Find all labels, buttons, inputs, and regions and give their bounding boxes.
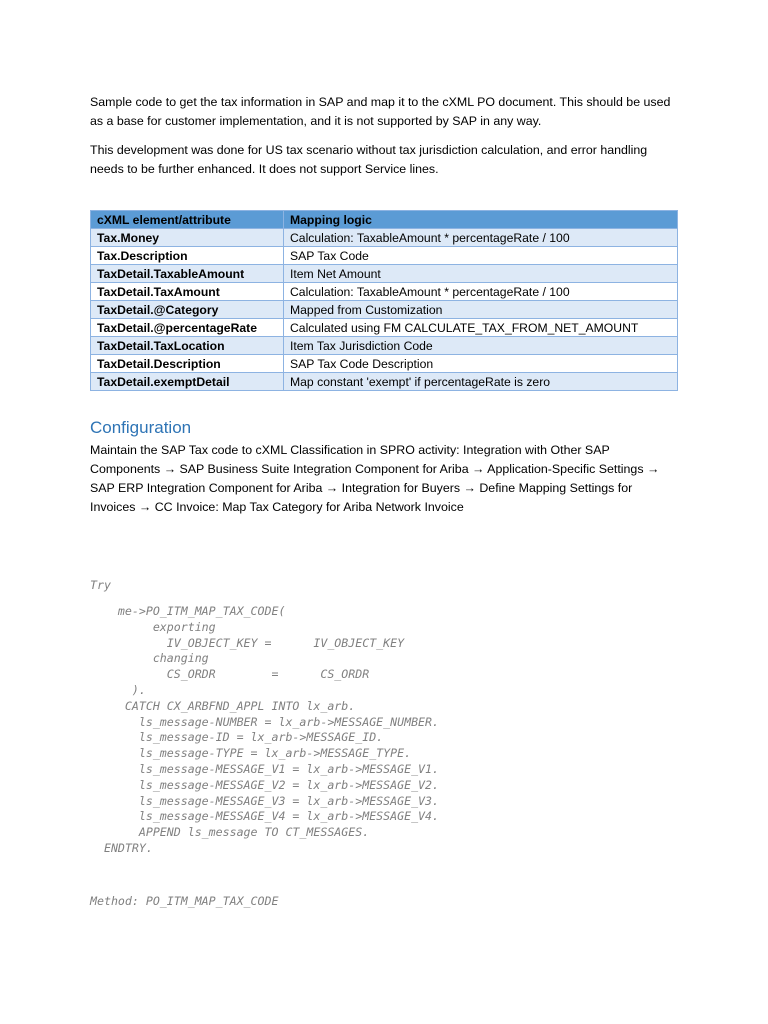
element-cell: TaxDetail.TaxAmount xyxy=(91,283,284,301)
table-row xyxy=(91,355,678,373)
logic-cell: Item Tax Jurisdiction Code xyxy=(284,337,678,355)
table-row xyxy=(91,283,678,301)
table-row xyxy=(91,337,678,355)
logic-cell: SAP Tax Code Description xyxy=(284,355,678,373)
mapping-table-header-row xyxy=(91,211,678,229)
column-header-logic: Mapping logic xyxy=(284,211,678,229)
intro-paragraph-2: This development was done for US tax scenario without tax jurisdiction calculation, and error handling needs to be further enhanced. It does not support Service lines. xyxy=(90,143,648,176)
logic-cell: Calculated using FM CALCULATE_TAX_FROM_NET_AMOUNT xyxy=(284,319,678,337)
element-cell: TaxDetail.@percentageRate xyxy=(91,319,284,337)
intro-paragraph-1: Sample code to get the tax information in SAP and map it to the cXML PO document. This should be used as a base for customer implementation, and it is not supported by SAP in any way. xyxy=(90,95,671,128)
element-cell: TaxDetail.TaxLocation xyxy=(91,337,284,355)
element-cell: TaxDetail.exemptDetail xyxy=(91,373,284,391)
code-block: me->PO_ITM_MAP_TAX_CODE( exporting IV_OBJECT_KEY = IV_OBJECT_KEY changing CS_ORDR = CS_ORDR ). CATCH CX_ARBFND_APPL INTO lx_arb. ls_message-NUMBER = lx_arb->MESSAGE_NUMBER. ls_message-ID = lx_arb->MESSAGE_ID. ls_message-TYPE = lx_arb->MESSAGE_TYPE. ls_message-MESSAGE_V1 = lx_arb->MESSAGE_V1. ls_message-MESSAGE_V2 = lx_arb->MESSAGE_V2. ls_message-MESSAGE_V3 = lx_arb->MESSAGE_V3. ls_message-MESSAGE_V4 = lx_arb->MESSAGE_V4. APPEND ls_message TO CT_MESSAGES. ENDTRY. xyxy=(103,604,440,855)
element-cell: TaxDetail.Description xyxy=(91,355,284,373)
configuration-text: Maintain the SAP Tax code to cXML Classification in SPRO activity: Integration with Other SAP Components → SAP Business Suite Integration Component for Ariba → Application-Specific Settings → SAP ERP Integration Component for Ariba → Integration for Buyers → Define Mapping Settings for Invoices → CC Invoice: Map Tax Category for Ariba Network Invoice xyxy=(90,443,660,514)
table-row xyxy=(91,265,678,283)
logic-cell: Item Net Amount xyxy=(284,265,678,283)
logic-cell: Mapped from Customization xyxy=(284,301,678,319)
column-header-element: cXML element/attribute xyxy=(91,211,284,229)
table-row xyxy=(91,319,678,337)
code-method-line: Method: PO_ITM_MAP_TAX_CODE xyxy=(90,894,279,908)
logic-cell: Calculation: TaxableAmount * percentageRate / 100 xyxy=(284,229,678,247)
logic-cell: Map constant 'exempt' if percentageRate is zero xyxy=(284,373,678,391)
element-cell: Tax.Money xyxy=(91,229,284,247)
mapping-table xyxy=(90,210,678,391)
table-row xyxy=(91,247,678,265)
configuration-heading: Configuration xyxy=(90,418,192,437)
logic-cell: SAP Tax Code xyxy=(284,247,678,265)
element-cell: TaxDetail.@Category xyxy=(91,301,284,319)
logic-cell: Calculation: TaxableAmount * percentageRate / 100 xyxy=(284,283,678,301)
element-cell: Tax.Description xyxy=(91,247,284,265)
code-try-line: Try xyxy=(90,578,111,592)
element-cell: TaxDetail.TaxableAmount xyxy=(91,265,284,283)
table-row xyxy=(91,301,678,319)
table-row xyxy=(91,373,678,391)
table-row xyxy=(91,229,678,247)
